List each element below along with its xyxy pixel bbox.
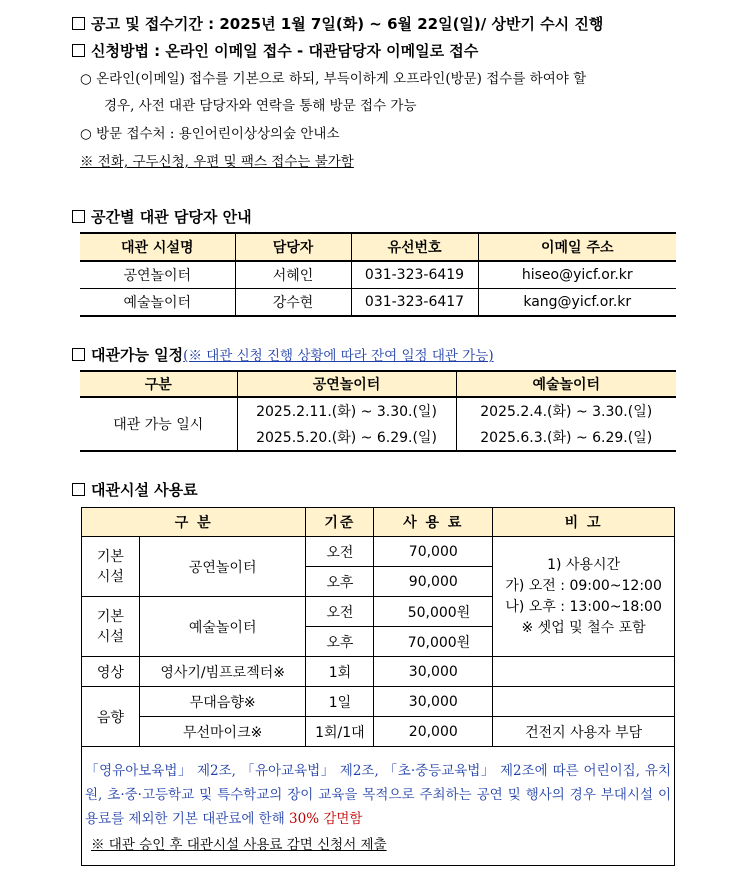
fees-unit-pm: 오후 <box>306 627 374 657</box>
fees-stage-sound-fee: 30,000 <box>374 687 493 717</box>
schedule-header-category: 구분 <box>80 371 237 397</box>
staff-table <box>80 232 676 317</box>
staff-header-facility: 대관 시설명 <box>80 233 235 261</box>
fees-mic-unit: 1회/1대 <box>306 717 374 747</box>
fees-projector-name: 영사기/빔프로젝터※ <box>139 657 306 687</box>
schedule-row-label: 대관 가능 일시 <box>80 397 237 451</box>
bullet-online-cont: 경우, 사전 대관 담당자와 연락을 통해 방문 접수 가능 <box>104 98 417 114</box>
table-row <box>82 687 675 717</box>
schedule-header-performance: 공연놀이터 <box>237 371 456 397</box>
schedule-heading: 대관가능 일정(※ 대관 신청 진행 상황에 따라 잔여 일정 대관 가능) <box>72 344 494 365</box>
fees-table <box>81 507 675 866</box>
schedule-header-art: 예술놀이터 <box>456 371 676 397</box>
staff-header-manager: 담당자 <box>235 233 351 261</box>
fees-discount-note <box>82 747 675 866</box>
table-row <box>82 717 675 747</box>
checkbox-icon <box>72 483 85 496</box>
staff-email[interactable]: hiseo@yicf.or.kr <box>478 261 676 289</box>
bullet-visit: ○ 방문 접수처 : 용인어린이상상의숲 안내소 <box>80 126 340 142</box>
fees-art-name: 예술놀이터 <box>139 597 306 657</box>
staff-email[interactable]: kang@yicf.or.kr <box>478 289 676 317</box>
bullet-online: ○ 온라인(이메일) 접수를 기본으로 하되, 부득이하게 오프라인(방문) 접수를 하여야 할 <box>80 71 587 87</box>
table-row <box>80 289 676 317</box>
checkbox-icon <box>72 44 85 57</box>
fees-performance-name: 공연놀이터 <box>139 537 306 597</box>
staff-facility: 공연놀이터 <box>80 261 235 289</box>
staff-facility: 예술놀이터 <box>80 289 235 317</box>
checkbox-icon <box>72 17 85 30</box>
fees-header-remark: 비 고 <box>493 508 675 537</box>
fees-stage-sound-name: 무대음향※ <box>139 687 306 717</box>
fees-remark-time: 1) 사용시간 가) 오전 : 09:00~12:00 나) 오후 : 13:00~18:00 ※ 셋업 및 철수 포함 <box>493 537 675 657</box>
fees-projector-unit: 1회 <box>306 657 374 687</box>
staff-manager: 서혜인 <box>235 261 351 289</box>
staff-header-email: 이메일 주소 <box>478 233 676 261</box>
fees-perf-am-fee: 70,000 <box>374 537 493 567</box>
table-row <box>80 261 676 289</box>
fees-mic-fee: 20,000 <box>374 717 493 747</box>
checkbox-icon <box>72 348 85 361</box>
fees-stage-sound-unit: 1일 <box>306 687 374 717</box>
fees-discount-text: 「영유아보육법」 제2조, 「유아교육법」 제2조, 「초·중등교육법」 제2조에 따른 어린이집, 유치원, 초·중·고등학교 및 특수학교의 장이 교육을 목적으로 주최하는 공연 및 행사의 경우 부대시설 이용료를 제외한 기본 대관료에 한해 <box>85 763 671 827</box>
schedule-performance-period: 2025.5.20.(화) ~ 6.29.(일) <box>237 424 456 451</box>
fees-header-unit: 기준 <box>306 508 374 537</box>
schedule-heading-note: (※ 대관 신청 진행 상황에 따라 잔여 일정 대관 가능) <box>183 348 494 364</box>
fees-perf-pm-fee: 90,000 <box>374 567 493 597</box>
checkbox-icon <box>72 210 85 223</box>
fees-basic-facility-label: 기본 시설 <box>82 537 140 597</box>
table-row <box>82 657 675 687</box>
staff-phone: 031-323-6417 <box>351 289 478 317</box>
staff-phone: 031-323-6419 <box>351 261 478 289</box>
fees-mic-name: 무선마이크※ <box>139 717 306 747</box>
staff-manager: 강수현 <box>235 289 351 317</box>
table-row <box>82 537 675 567</box>
fees-unit-pm: 오후 <box>306 567 374 597</box>
warning-note: ※ 전화, 구두신청, 우편 및 팩스 접수는 불가함 <box>80 154 354 170</box>
schedule-art-period: 2025.6.3.(화) ~ 6.29.(일) <box>456 424 676 451</box>
fees-discount-rate: 30% 감면함 <box>289 811 363 827</box>
schedule-table <box>80 370 676 452</box>
fees-basic-facility-label: 기본 시설 <box>82 597 140 657</box>
fees-header-category: 구 분 <box>82 508 306 537</box>
fees-art-am-fee: 50,000원 <box>374 597 493 627</box>
notice-period: 공고 및 접수기간 : 2025년 1월 7일(화) ~ 6월 22일(일)/ 상반기 수시 진행 <box>72 13 603 34</box>
fees-video-label: 영상 <box>82 657 140 687</box>
notice-method: 신청방법 : 온라인 이메일 접수 - 대관담당자 이메일로 접수 <box>72 40 478 61</box>
fees-unit-am: 오전 <box>306 537 374 567</box>
fees-projector-fee: 30,000 <box>374 657 493 687</box>
fees-heading: 대관시설 사용료 <box>72 479 198 500</box>
fees-header-fee: 사 용 료 <box>374 508 493 537</box>
staff-header-phone: 유선번호 <box>351 233 478 261</box>
fees-sound-label: 음향 <box>82 687 140 747</box>
staff-heading: 공간별 대관 담당자 안내 <box>72 206 252 227</box>
fees-unit-am: 오전 <box>306 597 374 627</box>
fees-art-pm-fee: 70,000원 <box>374 627 493 657</box>
fees-discount-submit: ※ 대관 승인 후 대관시설 사용료 감면 신청서 제출 <box>91 837 387 853</box>
schedule-performance-period: 2025.2.11.(화) ~ 3.30.(일) <box>237 397 456 424</box>
table-row <box>80 397 676 424</box>
schedule-art-period: 2025.2.4.(화) ~ 3.30.(일) <box>456 397 676 424</box>
fees-mic-remark: 건전지 사용자 부담 <box>493 717 675 747</box>
